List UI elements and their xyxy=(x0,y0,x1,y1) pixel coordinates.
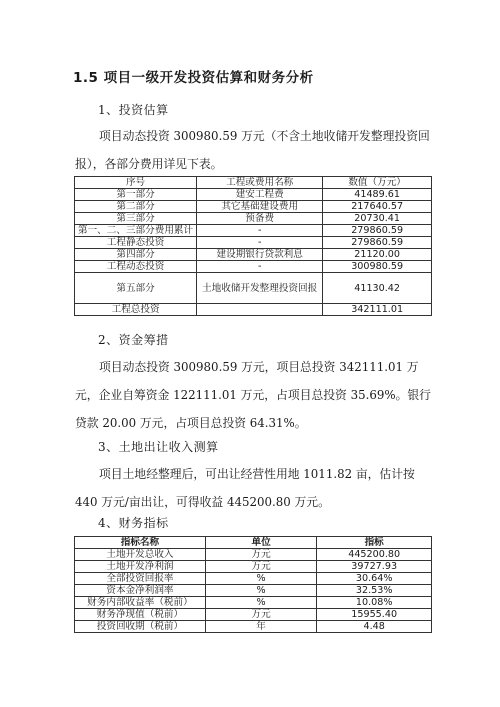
table-cell: - xyxy=(197,261,323,273)
col-header: 数值（万元） xyxy=(323,177,432,189)
table-cell xyxy=(197,304,323,316)
table-cell: 财务净现值（税前） xyxy=(75,609,206,621)
financial-indicators-table xyxy=(74,536,432,633)
table-cell: 第一部分 xyxy=(75,189,197,201)
financial-heading: 4、财务指标 xyxy=(98,516,169,530)
table-cell: 第五部分 xyxy=(75,273,197,304)
table-cell: 工程总投资 xyxy=(75,304,197,316)
table-row xyxy=(75,201,432,213)
section-title: 1.5 项目一级开发投资估算和财务分析 xyxy=(73,70,314,86)
table-cell: 41130.42 xyxy=(323,273,432,304)
table-cell: 工程静态投资 xyxy=(75,237,197,249)
table-cell: - xyxy=(197,237,323,249)
land-income-heading: 3、土地出让收入测算 xyxy=(98,440,219,454)
investment-heading: 1、投资估算 xyxy=(98,103,169,117)
table-row xyxy=(75,621,432,633)
table-cell: 资本金净利润率 xyxy=(75,585,206,597)
table-row xyxy=(75,237,432,249)
table-row xyxy=(75,561,432,573)
investment-paragraph: 项目动态投资 300980.59 万元（不含土地收储开发整理投资回报），各部分费用详见下表。 xyxy=(75,129,430,171)
table-cell: 其它基础建设费用 xyxy=(197,201,323,213)
table-row xyxy=(75,573,432,585)
table-cell: 217640.57 xyxy=(323,201,432,213)
table-cell: 第一、二、三部分费用累计 xyxy=(75,225,197,237)
table-cell: 21120.00 xyxy=(323,249,432,261)
table-cell: 全部投资回报率 xyxy=(75,573,206,585)
table-cell: 20730.41 xyxy=(323,213,432,225)
table-cell: 万元 xyxy=(205,561,316,573)
table-row xyxy=(75,249,432,261)
table-cell: 工程动态投资 xyxy=(75,261,197,273)
table-cell: 预备费 xyxy=(197,213,323,225)
col-header: 指标 xyxy=(317,537,432,549)
table-cell: 10.08% xyxy=(317,597,432,609)
table-cell: 445200.80 xyxy=(317,549,432,561)
financing-heading: 2、资金筹措 xyxy=(98,333,169,347)
col-header: 工程或费用名称 xyxy=(197,177,323,189)
table-cell: 财务内部收益率（税前） xyxy=(75,597,206,609)
table-cell: - xyxy=(197,225,323,237)
table-cell: 41489.61 xyxy=(323,189,432,201)
table-row xyxy=(75,189,432,201)
investment-table xyxy=(74,176,432,316)
table-cell: 土地开发总收入 xyxy=(75,549,206,561)
table-cell: 年 xyxy=(205,621,316,633)
table-row xyxy=(75,549,432,561)
table-cell: % xyxy=(205,585,316,597)
financing-paragraph: 项目动态投资 300980.59 万元，项目总投资 342111.01 万元，企业自筹资金 122111.01 万元，占项目总投资 35.69%。银行贷款 20.00 万元，占项目总投资 64.31%。 xyxy=(75,360,431,430)
table-cell: 279860.59 xyxy=(323,225,432,237)
table-row xyxy=(75,597,432,609)
table-header-row xyxy=(75,537,432,549)
table-cell: 第四部分 xyxy=(75,249,197,261)
table-row xyxy=(75,273,432,304)
table-cell: 第二部分 xyxy=(75,201,197,213)
table-cell: % xyxy=(205,597,316,609)
table-row xyxy=(75,213,432,225)
table-cell: 土地收储开发整理投资回报 xyxy=(197,273,323,304)
table-cell: 300980.59 xyxy=(323,261,432,273)
table-header-row xyxy=(75,177,432,189)
table-cell: 39727.93 xyxy=(317,561,432,573)
table-cell: 279860.59 xyxy=(323,237,432,249)
table-row xyxy=(75,225,432,237)
table-cell: 4.48 xyxy=(317,621,432,633)
table-cell: 30.64% xyxy=(317,573,432,585)
col-header: 单位 xyxy=(205,537,316,549)
table-cell: 土地开发净利润 xyxy=(75,561,206,573)
table-cell: 万元 xyxy=(205,609,316,621)
table-cell: 第三部分 xyxy=(75,213,197,225)
table-cell: 建设期银行贷款利息 xyxy=(197,249,323,261)
table-cell: % xyxy=(205,573,316,585)
table-cell: 投资回收期（税前） xyxy=(75,621,206,633)
table-cell: 32.53% xyxy=(317,585,432,597)
table-row xyxy=(75,585,432,597)
col-header: 指标名称 xyxy=(75,537,206,549)
table-row xyxy=(75,304,432,316)
table-row xyxy=(75,261,432,273)
table-cell: 342111.01 xyxy=(323,304,432,316)
table-cell: 万元 xyxy=(205,549,316,561)
col-header: 序号 xyxy=(75,177,197,189)
table-cell: 15955.40 xyxy=(317,609,432,621)
table-row xyxy=(75,609,432,621)
land-income-paragraph: 项目土地经整理后，可出让经营性用地 1011.82 亩，估计按 440 万元/亩出让，可得收益 445200.80 万元。 xyxy=(75,467,415,509)
table-cell: 建安工程费 xyxy=(197,189,323,201)
